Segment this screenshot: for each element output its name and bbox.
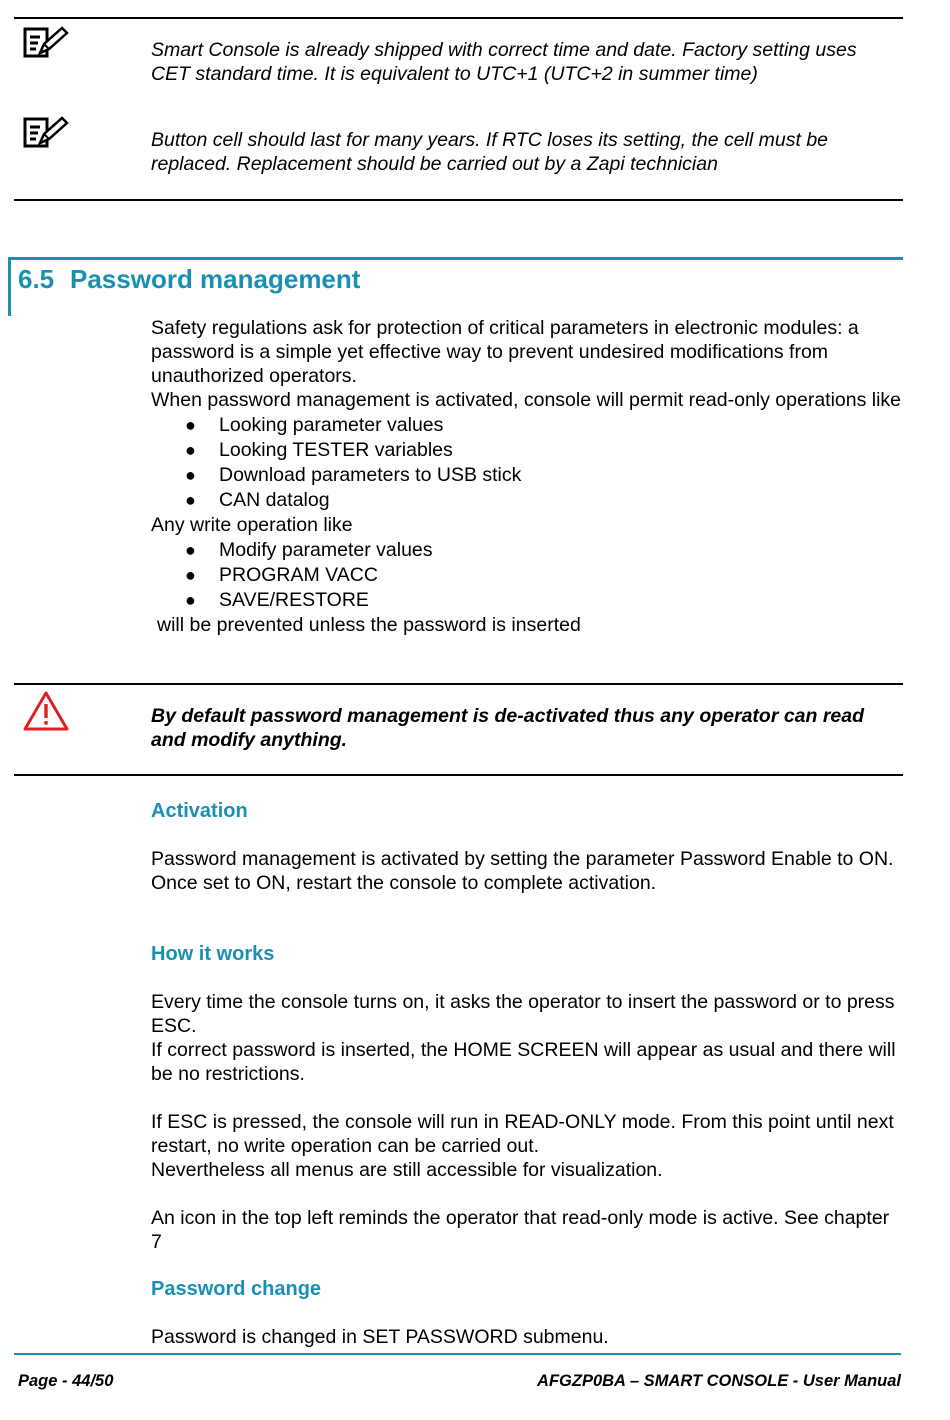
warning-top-rule — [14, 683, 903, 685]
note-edit-icon — [22, 116, 70, 150]
section-body — [151, 316, 903, 637]
note-bottom-rule — [14, 199, 903, 201]
how-it-works-body: Every time the console turns on, it asks the operator to insert the password or to press ESC. If correct password is inserted, the HOME SCREEN will appear as usual and there will be no restrictions. If ESC is pressed, the console will run in READ-ONLY mode. From this point until next restart, no write operation can be carried out. Nevertheless all menus are still accessible for visualization. An icon in the top left reminds the operator that read-only mode is active. See chapter 7 — [151, 991, 896, 1253]
note-edit-icon — [22, 26, 70, 60]
top-rule — [14, 17, 903, 19]
write-outro: will be prevented unless the password is inserted — [157, 614, 581, 636]
section-header-bar — [10, 257, 903, 260]
activation-body: Password management is activated by setting the parameter Password Enable to ON. Once set to ON, restart the console to complete activation. — [151, 848, 894, 894]
activation-heading: Activation — [151, 800, 248, 822]
section-title-text: Password management — [70, 264, 361, 294]
section-title — [18, 262, 360, 296]
warning-text: By default password management is de-activated thus any operator can read and modify anything. — [151, 705, 865, 751]
list-item: ● Looking TESTER variables — [185, 439, 453, 461]
warning-bottom-rule — [14, 774, 903, 776]
list-item: ● Modify parameter values — [185, 539, 433, 561]
intro-paragraph: When password management is activated, console will permit read-only operations like — [151, 389, 902, 411]
intro-paragraph: Safety regulations ask for protection of critical parameters in electronic modules: a password is a simple yet effective way to prevent undesired modifications from unauthorized operators. — [151, 317, 859, 387]
write-ops-list — [151, 538, 903, 613]
note-text: Smart Console is already shipped with correct time and date. Factory setting uses CET standard time. It is equivalent to UTC+1 (UTC+2 in summer time) — [151, 39, 857, 85]
section-number: 6.5 — [18, 264, 55, 294]
how-it-works-heading: How it works — [151, 943, 275, 965]
footer-rule — [14, 1353, 901, 1355]
warning-triangle-icon — [22, 690, 70, 732]
list-item: ● PROGRAM VACC — [185, 564, 378, 586]
read-ops-list — [151, 413, 903, 513]
list-item: ● Download parameters to USB stick — [185, 464, 522, 486]
note-text: Button cell should last for many years. If RTC loses its setting, the cell must be replaced. Replacement should be carried out by a Zapi technician — [151, 129, 829, 175]
section-header-side-bar — [8, 257, 11, 316]
list-item: ● SAVE/RESTORE — [185, 589, 369, 611]
page-number: Page - 44/50 — [18, 1372, 114, 1390]
write-intro: Any write operation like — [151, 514, 353, 536]
document-title: AFGZP0BA – SMART CONSOLE - User Manual — [537, 1372, 901, 1390]
password-change-body: Password is changed in SET PASSWORD submenu. — [151, 1326, 609, 1348]
list-item: ● CAN datalog — [185, 489, 330, 511]
list-item: ● Looking parameter values — [185, 414, 444, 436]
password-change-heading: Password change — [151, 1278, 322, 1300]
